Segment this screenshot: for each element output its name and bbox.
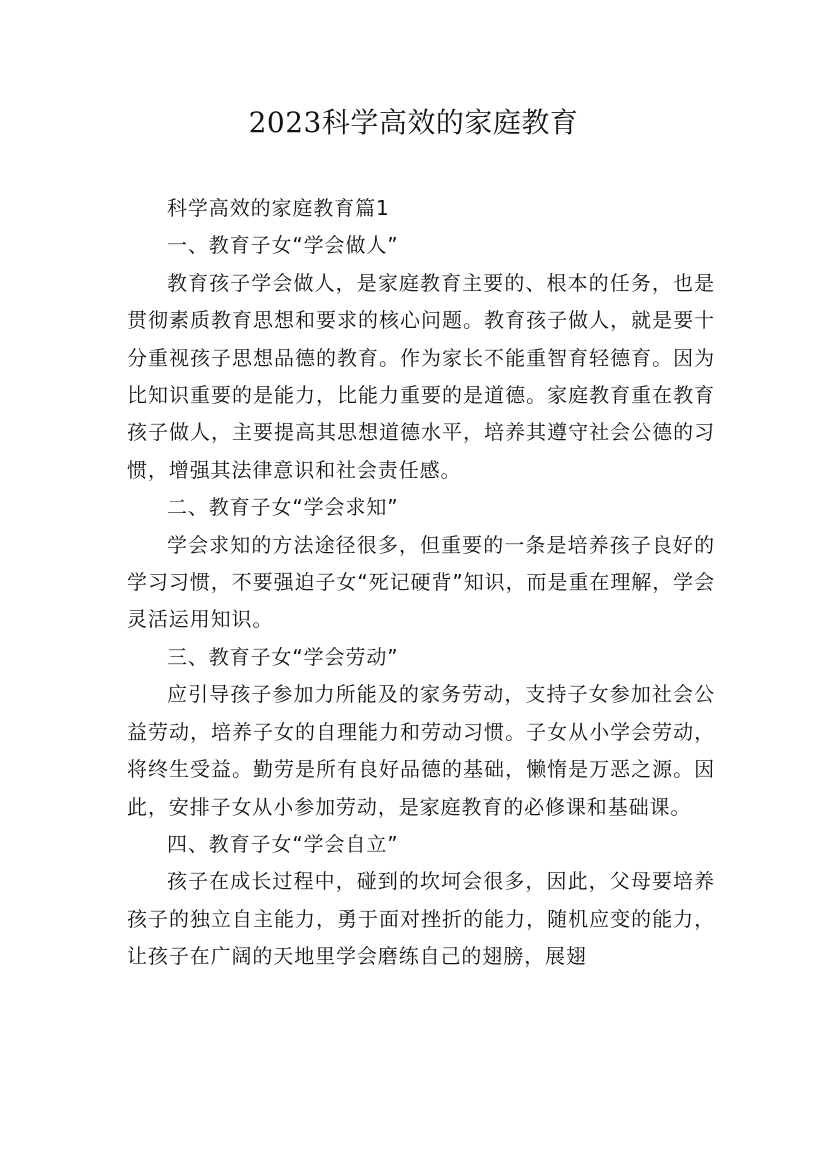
document-title: 2023科学高效的家庭教育	[248, 106, 579, 139]
section-heading-4: 四、教育子女“学会自立”	[167, 831, 399, 856]
section-heading-1: 一、教育子女“学会做人”	[167, 233, 399, 258]
section-paragraph-3: 应引导孩子参加力所能及的家务劳动，支持子女参加社会公益劳动，培养子女的自理能力和劳动习惯。子女从小学会劳动，将终生受益。勤劳是所有良好品德的基础，懒惰是万恶之源。因此，安排子女从小参加劳动，是家庭教育的必修课和基础课。	[127, 682, 715, 819]
document-body	[127, 190, 715, 976]
section-paragraph-1: 教育孩子学会做人，是家庭教育主要的、根本的任务，也是贯彻素质教育思想和要求的核心问题。教育孩子做人，就是要十分重视孩子思想品德的教育。作为家长不能重智育轻德育。因为比知识重要的是能力，比能力重要的是道德。家庭教育重在教育孩子做人，主要提高其思想道德水平，培养其遵守社会公德的习惯，增强其法律意识和社会责任感。	[127, 270, 715, 482]
section-label: 科学高效的家庭教育篇1	[167, 196, 390, 220]
section-heading-2: 二、教育子女“学会求知”	[167, 495, 399, 520]
section-heading-3: 三、教育子女“学会劳动”	[167, 644, 399, 669]
section-paragraph-2: 学会求知的方法途径很多，但重要的一条是培养孩子良好的学习习惯，不要强迫子女“死记硬背”知识，而是重在理解，学会灵活运用知识。	[127, 532, 715, 632]
section-paragraph-4: 孩子在成长过程中，碰到的坎坷会很多，因此，父母要培养孩子的独立自主能力，勇于面对挫折的能力，随机应变的能力，让孩子在广阔的天地里学会磨练自己的翅膀，展翅	[127, 869, 715, 969]
